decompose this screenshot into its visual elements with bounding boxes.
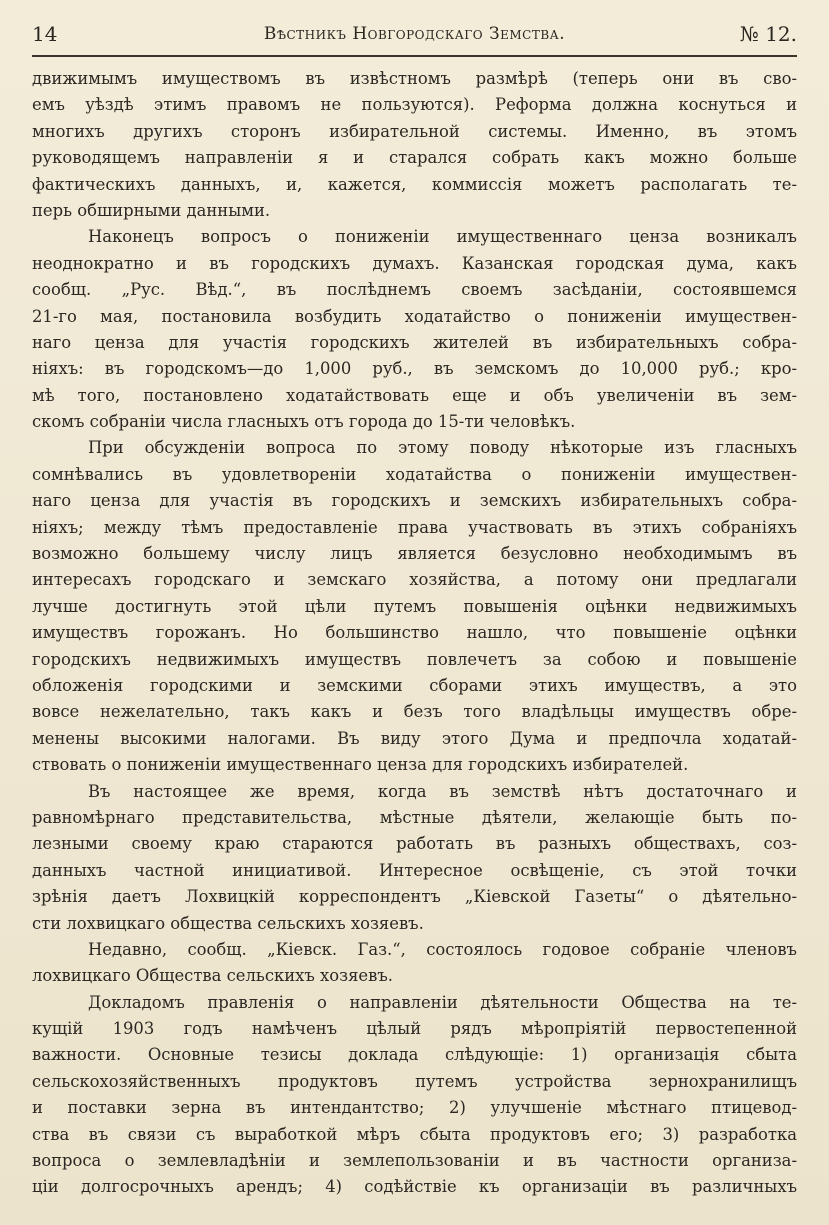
text-line: цiи долгосрочныхъ арендъ; 4) содѣйствiе къ организацiи въ различныхъ [32,1177,797,1197]
text-line: скомъ собранiи числа гласныхъ отъ города до 15-ти человѣкъ. [32,412,576,432]
text-line: наго ценза для участiя городскихъ жителей въ избирательныхъ собра- [32,332,797,352]
text-line: лезными своему краю стараются работать въ разныхъ обществахъ, соз- [32,834,797,854]
text-line: мѣ того, постановлено ходатайствовать еще и объ увеличенiи въ зем- [32,385,797,405]
text-line: имуществъ горожанъ. Но большинство нашло, что повышенiе оцѣнки [32,623,797,643]
text-line: наго ценза для участiя въ городскихъ и земскихъ избирательныхъ собра- [32,491,797,511]
text-line: интересахъ городскаго и земскаго хозяйства, а потому они предлагали [32,570,797,590]
text-line: Докладомъ правленiя о направленiи дѣятельности Общества на те- [88,992,797,1012]
text-line: нiяхъ: въ городскомъ—до 1,000 руб., въ земскомъ до 10,000 руб.; кро- [32,359,797,379]
page-header [32,20,797,50]
text-line: неоднократно и въ городскихъ думахъ. Казанская городская дума, какъ [32,253,797,273]
text-line: ства въ связи съ выработкой мѣръ сбыта продуктовъ его; 3) разработка [32,1124,797,1144]
text-line: сельскохозяйственныхъ продуктовъ путемъ устройства зернохранилищъ [32,1071,797,1091]
text-line: Наконецъ вопросъ о пониженiи имущественнаго ценза возникалъ [88,227,797,247]
text-line: перь обширными данными. [32,200,271,220]
text-line: 21-го мая, постановила возбудить ходатайство о пониженiи имуществен- [32,306,797,326]
text-line: вопроса о землевладѣнiи и землепользованiи и въ частности организа- [32,1151,797,1171]
issue-number: № 12. [739,22,797,46]
text-line: городскихъ недвижимыхъ имуществъ повлечетъ за собою и повышенiе [32,649,797,669]
text-line: и поставки зерна въ интендантство; 2) улучшенiе мѣстнаго птицевод- [32,1098,797,1118]
text-line: ствовать о пониженiи имущественнаго ценза для городскихъ избирателей. [32,755,689,775]
text-line: обложенiя городскими и земскими сборами этихъ имуществъ, а это [32,675,797,695]
text-line: емъ уѣздѣ этимъ правомъ не пользуются). Реформа должна коснуться и [32,95,797,115]
text-line: Въ настоящее же время, когда въ земствѣ нѣтъ достаточнаго и [88,781,797,801]
text-line: фактическихъ данныхъ, и, кажется, коммиссiя можетъ располагать те- [32,174,797,194]
text-line: При обсужденiи вопроса по этому поводу нѣкоторые изъ гласныхъ [88,438,797,458]
text-line: сти лохвицкаго общества сельскихъ хозяевъ. [32,913,424,933]
page-number: 14 [32,22,58,46]
text-line: кущiй 1903 годъ намѣченъ цѣлый рядъ мѣропрiятiй первостепенной [32,1019,797,1039]
text-line: возможно большему числу лицъ является безусловно необходимымъ въ [32,544,797,564]
text-line: нiяхъ; между тѣмъ предоставленiе права участвовать въ этихъ собранiяхъ [32,517,797,537]
text-line: лучше достигнуть этой цѣли путемъ повышенiя оцѣнки недвижимыхъ [32,596,797,616]
text-line: важности. Основные тезисы доклада слѣдующiе: 1) организацiя сбыта [32,1045,797,1065]
text-line: движимымъ имуществомъ въ извѣстномъ размѣрѣ (теперь они въ сво- [32,69,797,88]
text-line: лохвицкаго Общества сельскихъ хозяевъ. [32,966,394,986]
text-line: данныхъ частной инициативой. Интересное освѣщенiе, съ этой точки [32,860,797,880]
header-rule [32,55,797,57]
article-body [32,66,797,1201]
text-line: Недавно, сообщ. „Кiевск. Газ.“, состоялось годовое собранiе членовъ [88,939,797,959]
text-line: сообщ. „Рус. Вѣд.“, въ послѣднемъ своемъ засѣданiи, состоявшемся [32,280,797,300]
journal-title: Вѣстникъ Новгородскаго Земства. [263,24,566,44]
text-line: многихъ другихъ сторонъ избирательной системы. Именно, въ этомъ [32,121,797,141]
text-line: сомнѣвались въ удовлетворенiи ходатайства о пониженiи имуществен- [32,464,797,484]
text-line: зрѣнiя даетъ Лохвицкiй корреспондентъ „Кiевской Газеты“ о дѣятельно- [32,887,797,907]
text-line: менены высокими налогами. Въ виду этого Дума и предпочла ходатай- [32,728,797,748]
text-line: руководящемъ направленiи я и старался собрать какъ можно больше [32,148,797,168]
text-line: равномѣрнаго представительства, мѣстные дѣятели, желающiе быть по- [32,807,797,827]
text-line: вовсе нежелательно, такъ какъ и безъ того владѣльцы имуществъ обре- [32,702,797,722]
